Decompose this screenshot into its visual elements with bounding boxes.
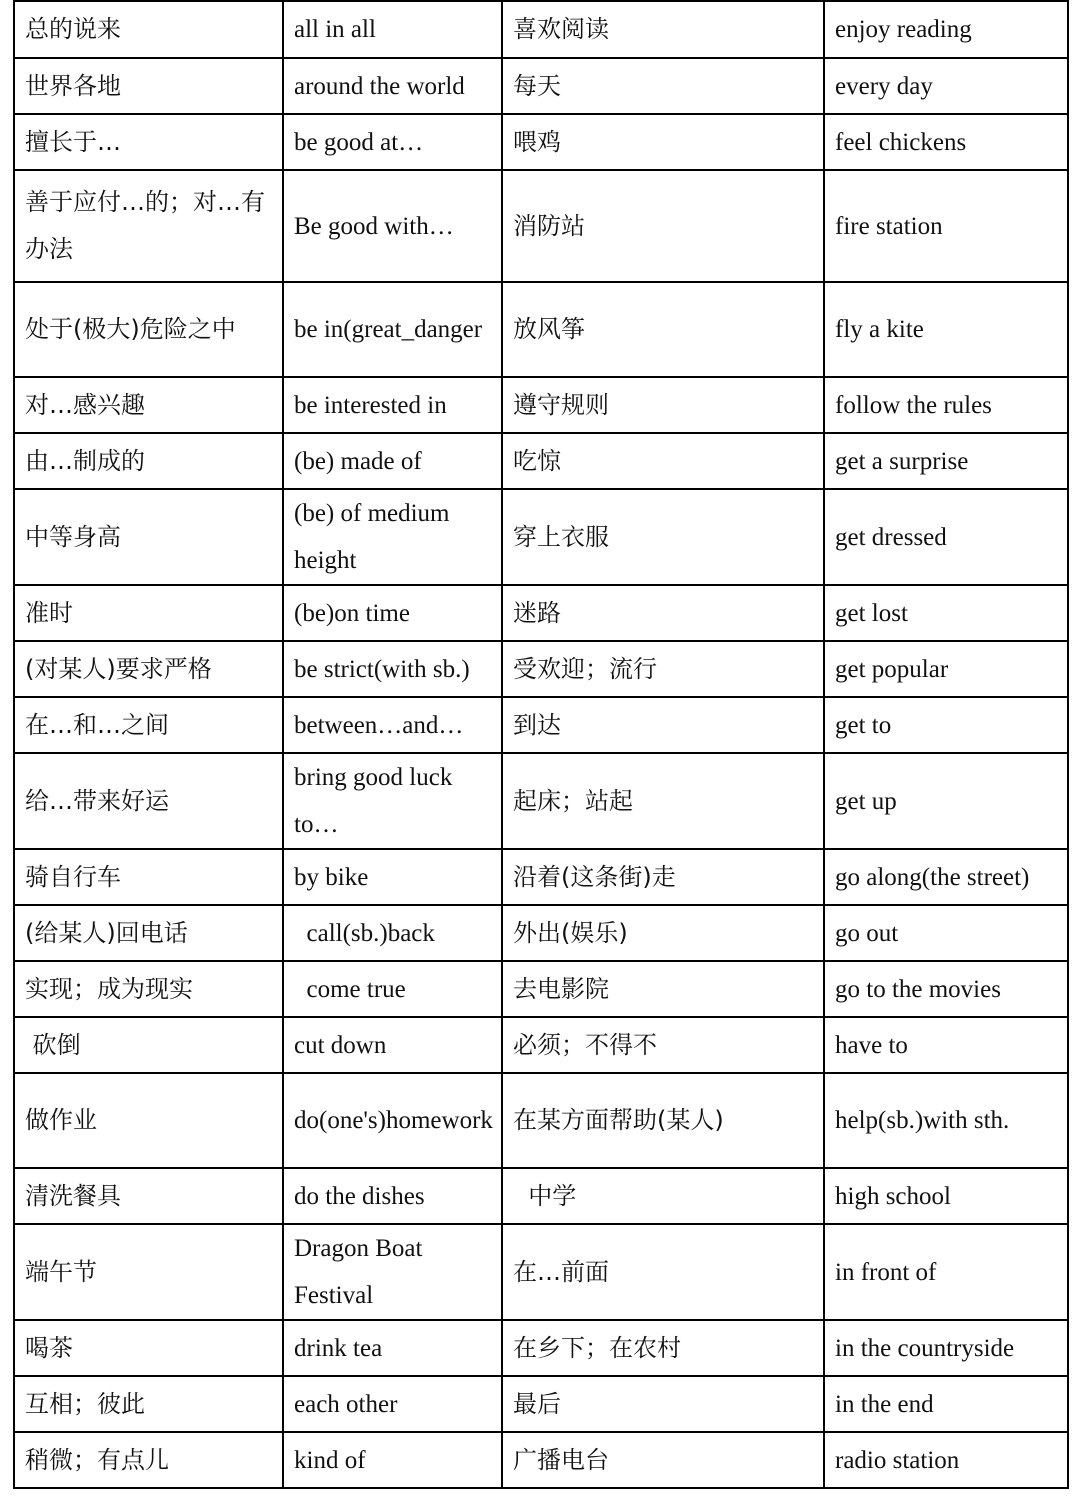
english-phrase: go to the movies: [824, 961, 1068, 1017]
chinese-phrase: 起床；站起: [502, 753, 824, 849]
english-phrase: help(sb.)with sth.: [824, 1073, 1068, 1168]
english-phrase: all in all: [283, 1, 502, 58]
chinese-phrase: 受欢迎；流行: [502, 641, 824, 697]
table-row: [14, 1320, 1068, 1376]
table-row: [14, 905, 1068, 961]
english-phrase: be in(great_danger: [283, 282, 502, 377]
english-phrase: by bike: [283, 849, 502, 905]
english-phrase: come true: [283, 961, 502, 1017]
chinese-phrase: 对…感兴趣: [14, 377, 283, 433]
english-phrase: kind of: [283, 1432, 502, 1488]
table-row: [14, 1432, 1068, 1488]
chinese-phrase: 外出(娱乐): [502, 905, 824, 961]
table-row: [14, 114, 1068, 170]
chinese-phrase: 必须；不得不: [502, 1017, 824, 1073]
chinese-phrase: 吃惊: [502, 433, 824, 489]
chinese-phrase: 喝茶: [14, 1320, 283, 1376]
chinese-phrase: 善于应付…的；对…有办法: [14, 170, 283, 282]
chinese-phrase: 每天: [502, 58, 824, 114]
english-phrase: get to: [824, 697, 1068, 753]
english-phrase: Dragon Boat Festival: [283, 1224, 502, 1320]
english-phrase: bring good luck to…: [283, 753, 502, 849]
table-row: [14, 1168, 1068, 1224]
english-phrase: around the world: [283, 58, 502, 114]
chinese-phrase: 在某方面帮助(某人): [502, 1073, 824, 1168]
table-row: [14, 585, 1068, 641]
english-phrase: in the end: [824, 1376, 1068, 1432]
chinese-phrase: 擅长于…: [14, 114, 283, 170]
chinese-phrase: 在…和…之间: [14, 697, 283, 753]
english-phrase: enjoy reading: [824, 1, 1068, 58]
english-phrase: get up: [824, 753, 1068, 849]
english-phrase: be good at…: [283, 114, 502, 170]
chinese-phrase: 准时: [14, 585, 283, 641]
table-row: [14, 170, 1068, 282]
chinese-phrase: (给某人)回电话: [14, 905, 283, 961]
chinese-phrase: 遵守规则: [502, 377, 824, 433]
english-phrase: be strict(with sb.): [283, 641, 502, 697]
english-phrase: high school: [824, 1168, 1068, 1224]
english-phrase: every day: [824, 58, 1068, 114]
chinese-phrase: 总的说来: [14, 1, 283, 58]
chinese-phrase: 处于(极大)危险之中: [14, 282, 283, 377]
english-phrase: do the dishes: [283, 1168, 502, 1224]
table-row: [14, 961, 1068, 1017]
english-phrase: go along(the street): [824, 849, 1068, 905]
english-phrase: in front of: [824, 1224, 1068, 1320]
chinese-phrase: 砍倒: [14, 1017, 283, 1073]
chinese-phrase: 做作业: [14, 1073, 283, 1168]
english-phrase: go out: [824, 905, 1068, 961]
english-phrase: drink tea: [283, 1320, 502, 1376]
chinese-phrase: 喜欢阅读: [502, 1, 824, 58]
table-row: [14, 1376, 1068, 1432]
table-row: [14, 1, 1068, 58]
chinese-phrase: 广播电台: [502, 1432, 824, 1488]
chinese-phrase: 迷路: [502, 585, 824, 641]
english-phrase: in the countryside: [824, 1320, 1068, 1376]
english-phrase: fly a kite: [824, 282, 1068, 377]
english-phrase: get dressed: [824, 489, 1068, 585]
table-row: [14, 1224, 1068, 1320]
english-phrase: get a surprise: [824, 433, 1068, 489]
table-row: [14, 849, 1068, 905]
english-phrase: get popular: [824, 641, 1068, 697]
chinese-phrase: 由…制成的: [14, 433, 283, 489]
table-row: [14, 753, 1068, 849]
table-row: [14, 433, 1068, 489]
chinese-phrase: 最后: [502, 1376, 824, 1432]
chinese-phrase: 在…前面: [502, 1224, 824, 1320]
table-row: [14, 489, 1068, 585]
table-row: [14, 377, 1068, 433]
table-row: [14, 1073, 1068, 1168]
chinese-phrase: 互相；彼此: [14, 1376, 283, 1432]
english-phrase: (be) of medium height: [283, 489, 502, 585]
chinese-phrase: 实现；成为现实: [14, 961, 283, 1017]
chinese-phrase: 世界各地: [14, 58, 283, 114]
english-phrase: be interested in: [283, 377, 502, 433]
english-phrase: (be)on time: [283, 585, 502, 641]
chinese-phrase: (对某人)要求严格: [14, 641, 283, 697]
english-phrase: get lost: [824, 585, 1068, 641]
english-phrase: call(sb.)back: [283, 905, 502, 961]
table-row: [14, 282, 1068, 377]
table-row: [14, 1017, 1068, 1073]
chinese-phrase: 放风筝: [502, 282, 824, 377]
chinese-phrase: 清洗餐具: [14, 1168, 283, 1224]
chinese-phrase: 沿着(这条街)走: [502, 849, 824, 905]
chinese-phrase: 中学: [502, 1168, 824, 1224]
chinese-phrase: 去电影院: [502, 961, 824, 1017]
english-phrase: do(one's)homework: [283, 1073, 502, 1168]
english-phrase: radio station: [824, 1432, 1068, 1488]
english-phrase: Be good with…: [283, 170, 502, 282]
chinese-phrase: 喂鸡: [502, 114, 824, 170]
vocabulary-table: [13, 0, 1069, 1489]
chinese-phrase: 穿上衣服: [502, 489, 824, 585]
chinese-phrase: 给…带来好运: [14, 753, 283, 849]
chinese-phrase: 端午节: [14, 1224, 283, 1320]
table-row: [14, 697, 1068, 753]
english-phrase: have to: [824, 1017, 1068, 1073]
table-row: [14, 58, 1068, 114]
chinese-phrase: 中等身高: [14, 489, 283, 585]
table-row: [14, 641, 1068, 697]
english-phrase: fire station: [824, 170, 1068, 282]
english-phrase: follow the rules: [824, 377, 1068, 433]
english-phrase: between…and…: [283, 697, 502, 753]
english-phrase: feel chickens: [824, 114, 1068, 170]
chinese-phrase: 消防站: [502, 170, 824, 282]
chinese-phrase: 在乡下；在农村: [502, 1320, 824, 1376]
chinese-phrase: 到达: [502, 697, 824, 753]
english-phrase: each other: [283, 1376, 502, 1432]
chinese-phrase: 稍微；有点儿: [14, 1432, 283, 1488]
chinese-phrase: 骑自行车: [14, 849, 283, 905]
english-phrase: cut down: [283, 1017, 502, 1073]
english-phrase: (be) made of: [283, 433, 502, 489]
